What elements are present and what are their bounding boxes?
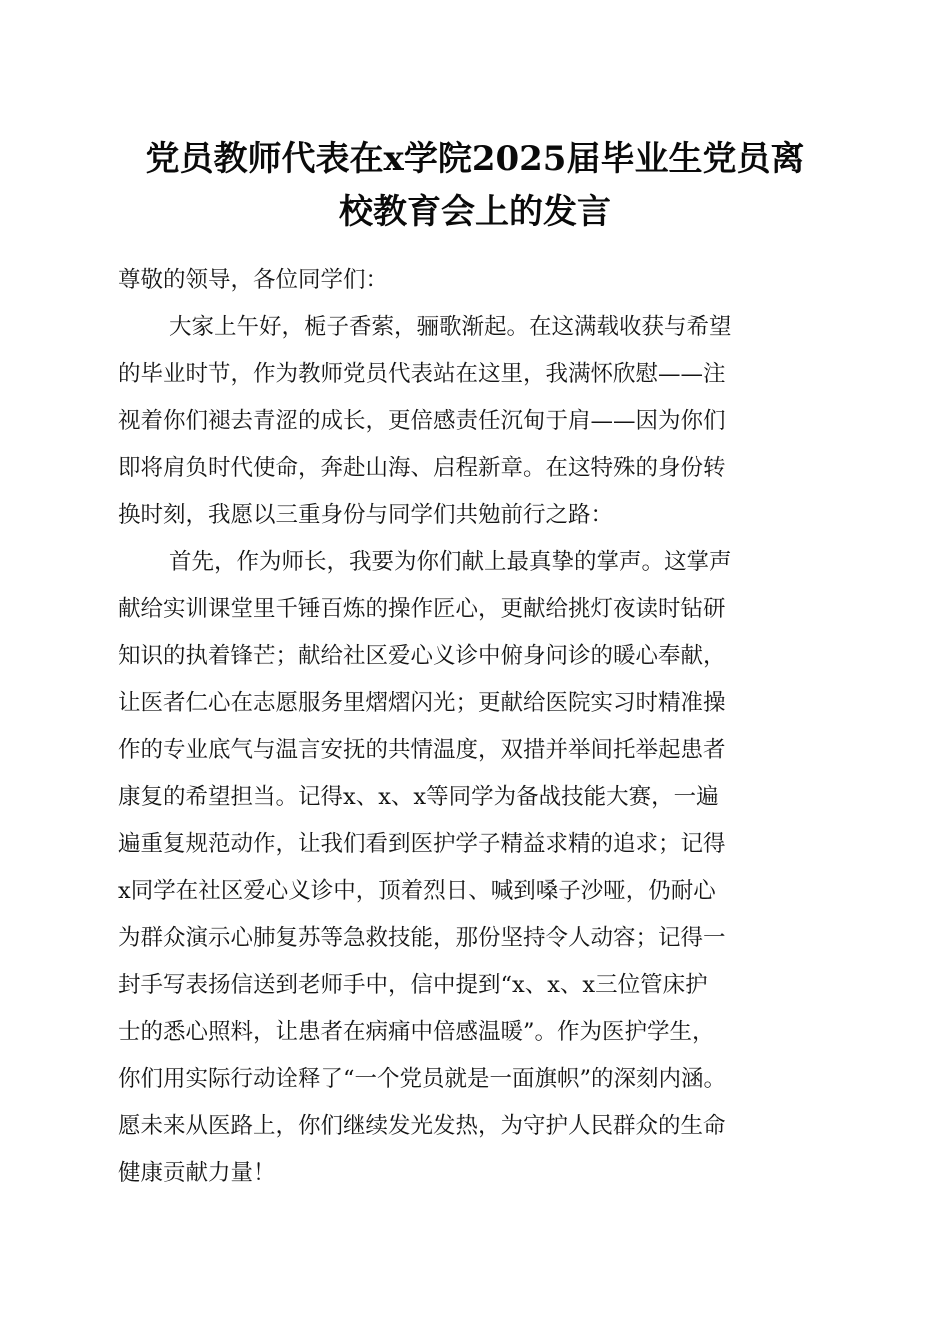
paragraph-line: 康复的希望担当。记得x、x、x等同学为备战技能大赛，一遍: [118, 784, 719, 810]
title-line-2: 校教育会上的发言: [339, 192, 611, 232]
paragraph-line: 遍重复规范动作，让我们看到医护学子精益求精的追求；记得: [118, 831, 726, 857]
paragraph-line: 的毕业时节，作为教师党员代表站在这里，我满怀欣慰——注: [118, 361, 726, 387]
paragraph-line: 献给实训课堂里千锤百炼的操作匠心，更献给挑灯夜读时钻研: [118, 596, 726, 622]
paragraph-line: 首先，作为师长，我要为你们献上最真挚的掌声。这掌声: [169, 549, 732, 575]
paragraph-line: x同学在社区爱心义诊中，顶着烈日、喊到嗓子沙哑，仍耐心: [118, 878, 716, 904]
paragraph-line: 让医者仁心在志愿服务里熠熠闪光；更献给医院实习时精准操: [118, 690, 726, 716]
document-body: [118, 257, 838, 1197]
paragraph-line: 你们用实际行动诠释了“一个党员就是一面旗帜”的深刻内涵。: [118, 1066, 727, 1092]
paragraph-line: 视着你们褪去青涩的成长，更倍感责任沉甸于肩——因为你们: [118, 408, 726, 434]
paragraph-line: 健康贡献力量！: [118, 1160, 276, 1186]
paragraph-line: 即将肩负时代使命，奔赴山海、启程新章。在这特殊的身份转: [118, 455, 726, 481]
paragraph-line: 知识的执着锋芒；献给社区爱心义诊中俯身问诊的暖心奉献，: [118, 643, 726, 669]
paragraph-line: 换时刻，我愿以三重身份与同学们共勉前行之路：: [118, 502, 614, 528]
paragraph-line: 士的悉心照料，让患者在病痛中倍感温暖”。作为医护学生，: [118, 1019, 715, 1045]
salutation: 尊敬的领导，各位同学们：: [118, 267, 389, 293]
paragraph-2: [118, 539, 838, 1197]
paragraph-line: 作的专业底气与温言安抚的共情温度，双措并举间托举起患者: [118, 737, 726, 763]
paragraph-line: 大家上午好，栀子香萦，骊歌渐起。在这满载收获与希望: [169, 314, 732, 340]
paragraph-line: 愿未来从医路上，你们继续发光发热，为守护人民群众的生命: [118, 1113, 726, 1139]
document-title: [100, 133, 850, 239]
paragraph-1: [118, 304, 838, 539]
paragraph-line: 封手写表扬信送到老师手中，信中提到“x、x、x三位管床护: [118, 972, 708, 998]
paragraph-line: 为群众演示心肺复苏等急救技能，那份坚持令人动容；记得一: [118, 925, 726, 951]
title-line-1: 党员教师代表在x学院2025届毕业生党员离: [145, 139, 805, 179]
